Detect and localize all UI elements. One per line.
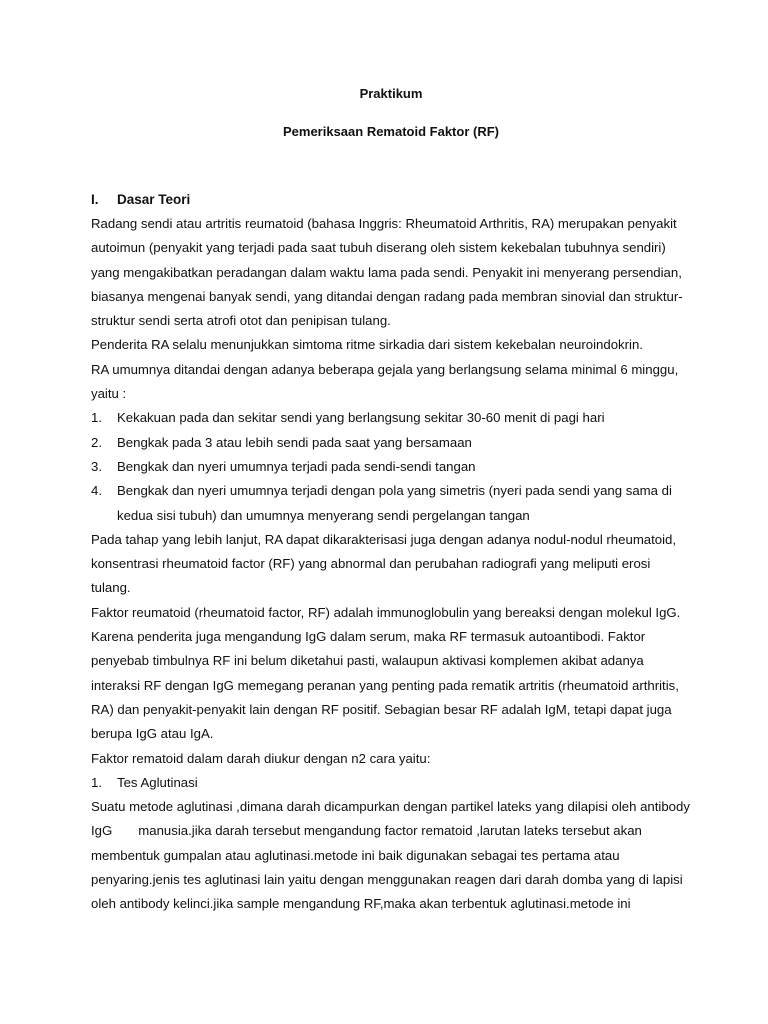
page-content — [91, 84, 691, 917]
paragraph-rheumatoid-factor: Faktor reumatoid (rheumatoid factor, RF) adalah immunoglobulin yang bereaksi dengan molekul IgG. Karena penderita juga mengandung IgG dalam serum, maka RF termasuk autoantibodi. Faktor penyebab timbulnya RF ini belum diketahui pasti, walaupun aktivasi komplemen akibat adanya interaksi RF dengan IgG memegang peranan yang penting pada rematik artritis (rheumatoid arthritis, RA) dan penyakit-penyakit lain dengan RF positif. Sebagian besar RF adalah IgM, tetapi dapat juga berupa IgG atau IgA. — [91, 604, 681, 742]
method-item — [91, 771, 691, 795]
list-text: Bengkak dan nyeri umumnya terjadi pada sendi-sendi tangan — [117, 458, 476, 474]
list-item — [91, 455, 691, 479]
section-heading — [91, 188, 691, 212]
paragraph-circadian: Penderita RA selalu menunjukkan simtoma ritme sirkadia dari sistem kekebalan neuroindokrin. — [91, 337, 643, 353]
list-item — [91, 479, 691, 528]
list-number: 2. — [91, 434, 102, 450]
section-title: Dasar Teori — [117, 192, 191, 207]
paragraph-symptoms-intro: RA umumnya ditandai dengan adanya beberapa gejala yang berlangsung selama minimal 6 minggu, yaitu : — [91, 361, 679, 402]
paragraph-agglutination-part2: manusia.jika darah tersebut mengandung factor rematoid ,larutan lateks tersebut akan membentuk gumpalan atau aglutinasi.metode ini baik digunakan sebagai tes pertama atau penyaring.jenis tes aglutinasi lain yaitu dengan menggunakan reagen dari darah domba yang di lapisi oleh antibody kelinci.jika sample mengandung RF,maka akan terbentuk aglutinasi.metode ini — [91, 823, 683, 912]
list-text: Bengkak dan nyeri umumnya terjadi dengan pola yang simetris (nyeri pada sendi yang sama di kedua sisi tubuh) dan umumnya menyerang sendi pergelangan tangan — [117, 483, 672, 523]
symptom-list — [91, 406, 691, 527]
method-title: Tes Aglutinasi — [117, 774, 198, 790]
list-item — [91, 431, 691, 455]
section-number: I. — [91, 192, 99, 207]
paragraph-agglutination-part1: Suatu metode aglutinasi ,dimana darah dicampurkan dengan partikel lateks yang dilapisi oleh antibody IgG — [91, 799, 690, 839]
document-title: Praktikum — [359, 86, 423, 101]
document-subtitle: Pemeriksaan Rematoid Faktor (RF) — [282, 124, 499, 139]
paragraph-advanced-stage: Pada tahap yang lebih lanjut, RA dapat dikarakterisasi juga dengan adanya nodul-nodul rheumatoid, konsentrasi rheumatoid factor (RF) yang abnormal dan perubahan radiografi yang meliputi erosi tulang. — [91, 531, 677, 596]
list-item — [91, 406, 691, 430]
paragraph-agglutination — [91, 795, 691, 916]
list-number: 1. — [91, 410, 102, 426]
list-text: Bengkak pada 3 atau lebih sendi pada saat yang bersamaan — [117, 434, 472, 450]
list-number: 3. — [91, 458, 102, 474]
list-text: Kekakuan pada dan sekitar sendi yang berlangsung sekitar 30-60 menit di pagi hari — [117, 410, 605, 426]
paragraph-intro: Radang sendi atau artritis reumatoid (bahasa Inggris: Rheumatoid Arthritis, RA) merupakan penyakit autoimun (penyakit yang terjadi pada saat tubuh diserang oleh sistem kekebalan tubuhnya sendiri) yang mengakibatkan peradangan dalam waktu lama pada sendi. Penyakit ini menyerang persendian, biasanya mengenai banyak sendi, yang ditandai dengan radang pada membran sinovial dan struktur-struktur sendi serta atrofi otot dan penipisan tulang. — [91, 216, 683, 329]
paragraph-measurement: Faktor rematoid dalam darah diukur dengan n2 cara yaitu: — [91, 750, 431, 766]
method-number: 1. — [91, 774, 102, 790]
list-number: 4. — [91, 483, 102, 499]
